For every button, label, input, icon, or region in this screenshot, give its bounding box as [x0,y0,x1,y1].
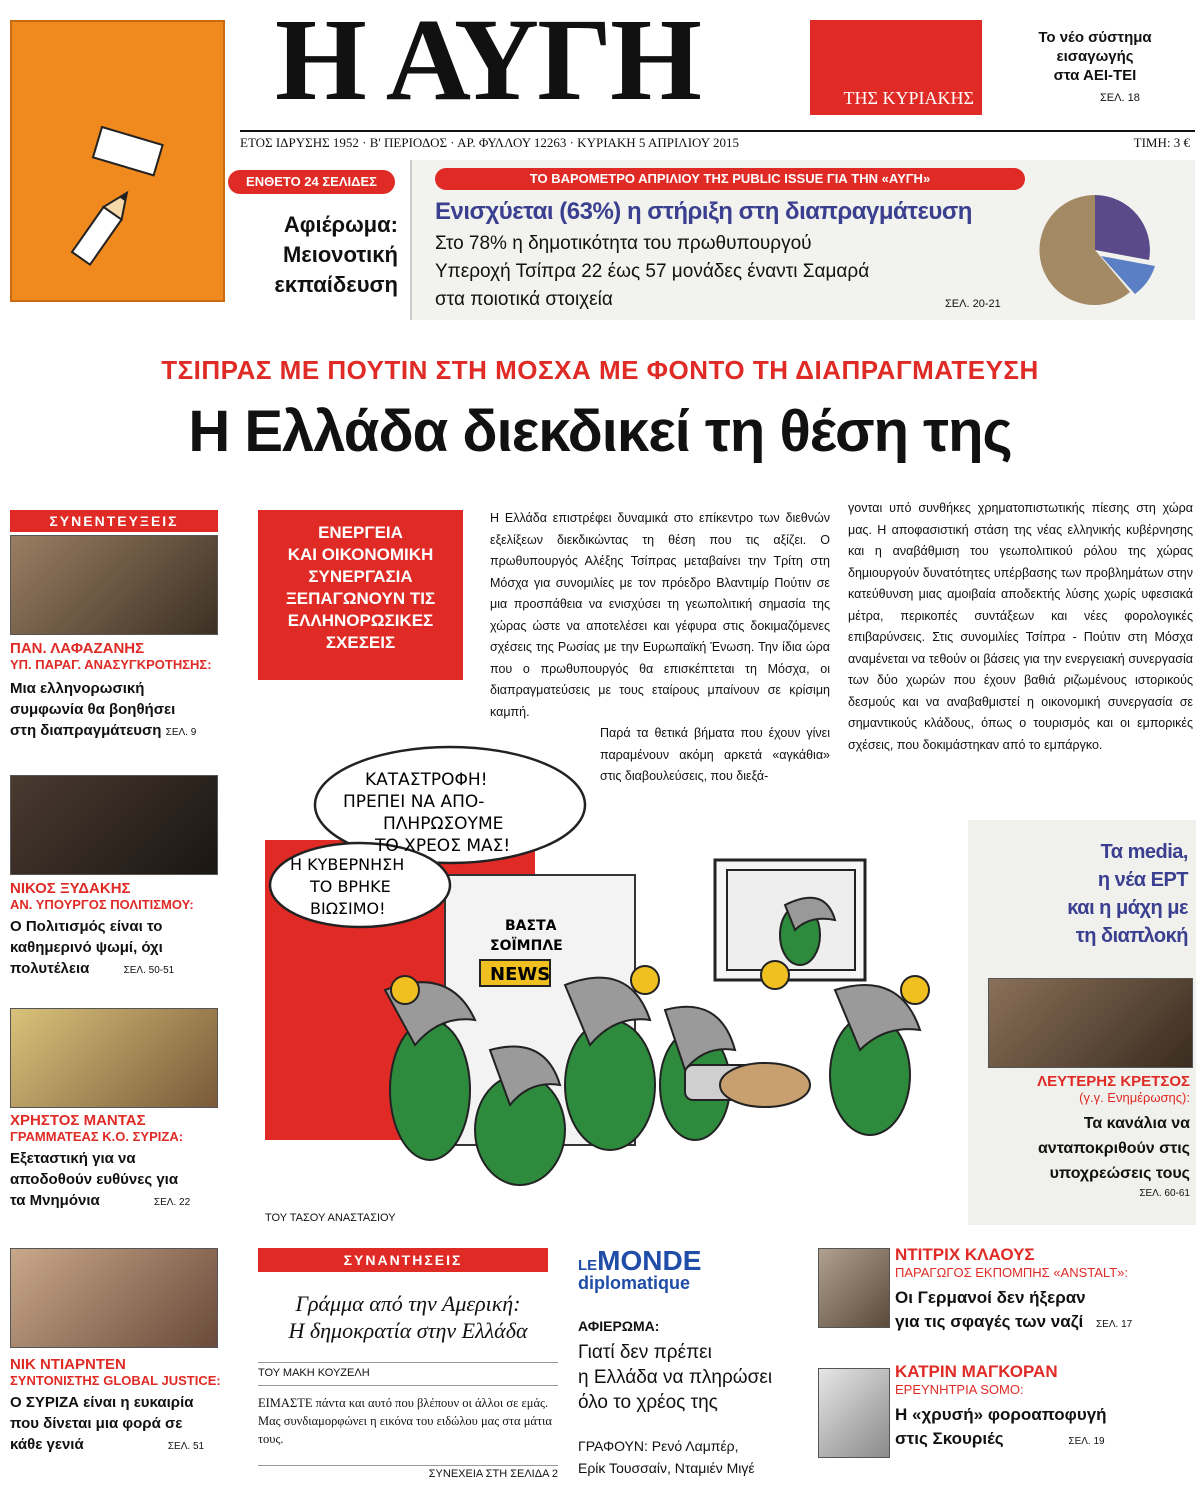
interviewee-role: ΥΠ. ΠΑΡΑΓ. ΑΝΑΣΥΓΚΡΟΤΗΣΗΣ: [10,657,212,672]
meetings-title[interactable]: Γράμμα από την Αμερική: Η δημοκρατία στην Ελλάδα [288,1291,528,1343]
promo-university-admissions[interactable]: Το νέο σύστημα εισαγωγής στα ΑΕΙ-ΤΕΙ [1038,29,1152,84]
interviewee-name: ΝΙΚ ΝΤΙΑΡΝΤΕΝ [10,1356,126,1373]
le-monde-dossier-title[interactable]: Γιατί δεν πρέπει η Ελλάδα να πληρώσει όλο το χρέος της [578,1342,773,1413]
interviewee-role: (γ.γ. Ενημέρωσης): [1079,1090,1190,1105]
portrait-photo [988,978,1193,1068]
lead-headline[interactable]: Η Ελλάδα διεκδικεί τη θέση της [188,399,1012,464]
portrait-photo [10,535,218,635]
bubble-text: ΒΙΩΣΙΜΟ! [310,899,386,918]
poll-subline-1: Στο 78% η δημοτικότητα του πρωθυπουργού [435,233,812,254]
sign-text: ΒΑΣΤΑ [505,918,557,934]
issue-info-line [240,130,1195,151]
page-ref: ΣΕΛ. 60-61 [1139,1188,1190,1199]
poll-pie-chart-icon [1035,190,1165,310]
portrait-photo [10,775,218,875]
interviewee-name: ΝΤΙΤΡΙΧ ΚΛΑΟΥΣ [895,1245,1035,1264]
interviewee-role: ΑΝ. ΥΠΟΥΡΓΟΣ ΠΟΛΙΤΙΣΜΟΥ: [10,897,194,912]
lead-kicker: ΤΣΙΠΡΑΣ ΜΕ ΠΟΥΤΙΝ ΣΤΗ ΜΟΣΧΑ ΜΕ ΦΟΝΤΟ ΤΗ ΔΙΑΠΡΑΓΜΑΤΕΥΣΗ [161,355,1039,385]
le-monde-diplomatique-logo[interactable]: LEMONDE diplomatique [578,1245,702,1293]
bubble-text: ΠΛΗΡΩΣΟΥΜΕ [383,814,504,834]
interviews-section-tag: ΣΥΝΕΝΤΕΥΞΕΙΣ [10,510,218,532]
bubble-text: ΤΟ ΒΡΗΚΕ [310,877,391,896]
editorial-cartoon[interactable] [265,745,965,1205]
interviewee-name: ΠΑΝ. ΛΑΦΑΖΑΝΗΣ [10,640,145,657]
price-label: ΤΙΜΗ: 3 € [1133,135,1190,150]
poll-subline-3: στα ποιοτικά στοιχεία [435,289,613,310]
insert-feature-title[interactable]: Αφιέρωμα: Μειονοτική εκπαίδευση [274,212,398,297]
sign-text: ΣΟΪΜΠΛΕ [490,938,563,954]
page-ref: ΣΕΛ. 22 [153,1197,191,1208]
page-ref: ΣΕΛ. 50-51 [123,965,175,976]
le-monde-authors: ΓΡΑΦΟΥΝ: Ρενό Λαμπέρ, Ερίκ Τουσσαίν, Νταμιέν Μιγέ [578,1438,755,1476]
lead-article-column-2: γονται υπό συνθήκες χρηματοπιστωτικής πίεσης στη χώρα μας. Η αποφασιστική στάση της νέας ελληνικής κυβέρνησης και η αναβάθμιση του γεωπολιτικού ρόλου της χώρας δημιουργούν δυνατότητες υπέρβασης των προβλημάτων στην κατεύθυνση μιας αμοιβαία αποδεκτής λύσης χωρίς υφεσιακά μέτρα, περικοπές συντάξεων και νέες φορολογικές επιβαρύνσεις. Στις συνομιλίες Τσίπρα - Πούτιν στη Μόσχα αναμένεται να τεθούν οι βάσεις για την ενεργειακή συνεργασία των δύο χωρών που έχουν βαθιά ριζωμένους ιστορικούς δεσμούς και να αναβαθμιστεί η οικονομική συνεργασία σε σημαντικούς κλάδους, όπως ο τουρισμός και οι εμπορικές σχέσεις, που δοκιμάστηκαν από το εμπάργκο. [848,501,1193,752]
masthead-subtitle: ΤΗΣ ΚΥΡΙΑΚΗΣ [843,88,974,108]
insert-pages-badge: ΕΝΘΕΤΟ 24 ΣΕΛΙΔΕΣ [228,170,395,194]
portrait-photo [10,1248,218,1348]
promo-page-ref: ΣΕΛ. 18 [1100,92,1140,104]
poll-subline-2: Υπεροχή Τσίπρα 22 έως 57 μονάδες έναντι Σαμαρά [435,261,870,282]
meetings-author: ΤΟΥ ΜΑΚΗ ΚΟΥΖΕΛΗ [258,1362,558,1379]
poll-headline[interactable]: Ενισχύεται (63%) η στήριξη στη διαπραγμάτευση [435,198,972,225]
interview-item[interactable]: ΧΡΗΣΤΟΣ ΜΑΝΤΑΣ ΓΡΑΜΜΑΤΕΑΣ Κ.Ο. ΣΥΡΙΖΑ: Εξεταστική για να αποδοθούν ευθύνες για τα Μνημόνια ΣΕΛ. 22 [10,1112,225,1213]
interviewee-name: ΚΑΤΡΙΝ ΜΑΓΚΟΡΑΝ [895,1362,1058,1381]
page-ref: ΣΕΛ. 19 [1068,1436,1105,1447]
lead-article-column-1: Η Ελλάδα επιστρέφει δυναμικά στο επίκεντρο των διεθνών εξελίξεων διεκδικώντας τη θέση που τις αξίζει. Ο πρωθυπουργός Αλέξης Τσίπρας μεταβαίνει την Τρίτη στη Μόσχα για συνομιλίες με τον πρόεδρο Βλαντιμίρ Πούτιν σε μια προσπάθεια να ενισχύσει τη γεωπολιτική σημασία της χώρας ώστε να αποτελέσει και γέφυρα στις δοκιμαζόμενες σχέσεις της Ρωσίας με την Ευρωπαϊκή Ένωση. Την ίδια ώρα που ο πρωθυπουργός θα επισκέπτεται τη Μόσχα, οι διαπραγματεύσεις με τους εταίρους μπαίνουν σε κρίσιμη καμπή. Παρά τα θετικά βήματα που έχουν γίνει παραμένουν ακόμη αρκετά «αγκάθια» στις διαβουλεύσεις, που διεξά- [490,511,830,783]
bubble-text: ΠΡΕΠΕΙ ΝΑ ΑΠΟ- [343,792,485,812]
interview-item[interactable]: ΝΙΚ ΝΤΙΑΡΝΤΕΝ ΣΥΝΤΟΝΙΣΤΗΣ GLOBAL JUSTICE: Ο ΣΥΡΙΖΑ είναι η ευκαιρία που δίνεται μια φορά σε κάθε γενιά ΣΕΛ. 51 [10,1356,225,1457]
bubble-text: ΤΟ ΧΡΕΟΣ ΜΑΣ! [375,836,511,856]
meetings-section-tag: ΣΥΝΑΝΤΗΣΕΙΣ [258,1248,548,1272]
bubble-text: ΚΑΤΑΣΤΡΟΦΗ! [365,770,488,790]
portrait-photo [10,1008,218,1108]
meetings-excerpt: ΕΙΜΑΣΤΕ πάντα και αυτό που βλέπουν οι άλλοι σε εμάς. Μας συνδιαμορφώνει η εικόνα του ειδώλου μας στα μάτια τους. [258,1385,558,1448]
interviewee-role: ΕΡΕΥΝΗΤΡΙΑ SOMO: [895,1382,1024,1397]
poll-page-ref: ΣΕΛ. 20-21 [945,298,1001,310]
media-feature-title[interactable]: Τα media, η νέα ΕΡΤ και η μάχη με τη διαπλοκή [1067,841,1188,947]
masthead-logo[interactable]: Η ΑΥΓΗ [275,0,700,125]
right-interview[interactable]: ΚΑΤΡΙΝ ΜΑΓΚΟΡΑΝ ΕΡΕΥΝΗΤΡΙΑ SOMO: Η «χρυσή» φοροαποφυγή στις Σκουριές ΣΕΛ. 19 [895,1362,1195,1454]
bubble-text: Η ΚΥΒΕΡΝΗΣΗ [290,855,405,874]
le-monde-dossier-label: ΑΦΙΕΡΩΜΑ: [578,1318,660,1334]
page-ref: ΣΕΛ. 9 [165,727,197,738]
right-interview[interactable]: ΝΤΙΤΡΙΧ ΚΛΑΟΥΣ ΠΑΡΑΓΩΓΟΣ ΕΚΠΟΜΠΗΣ «ANSTALT»: Οι Γερμανοί δεν ήξεραν για τις σφαγές των ναζί ΣΕΛ. 17 [895,1245,1195,1337]
meetings-continued-link[interactable]: ΣΥΝΕΧΕΙΑ ΣΤΗ ΣΕΛΙΔΑ 2 [258,1465,558,1480]
pencil-illustration-icon [12,22,227,304]
page-ref: ΣΕΛ. 17 [1096,1319,1133,1330]
poll-badge: ΤΟ ΒΑΡΟΜΕΤΡΟ ΑΠΡΙΛΙΟΥ ΤΗΣ PUBLIC ISSUE ΓΙΑ ΤΗΝ «ΑΥΓΗ» [435,168,1025,190]
interviewee-name: ΝΙΚΟΣ ΞΥΔΑΚΗΣ [10,880,131,897]
issue-details: ΕΤΟΣ ΙΔΡΥΣΗΣ 1952 · Β' ΠΕΡΙΟΔΟΣ · ΑΡ. ΦΥΛΛΟΥ 12263 · ΚΥΡΙΑΚΗ 5 ΑΠΡΙΛΙΟΥ 2015 [240,135,739,150]
interviewee-role: ΠΑΡΑΓΩΓΟΣ ΕΚΠΟΜΠΗΣ «ANSTALT»: [895,1265,1128,1280]
interviewee-name: ΧΡΗΣΤΟΣ ΜΑΝΤΑΣ [10,1112,146,1129]
interview-item[interactable]: ΝΙΚΟΣ ΞΥΔΑΚΗΣ ΑΝ. ΥΠΟΥΡΓΟΣ ΠΟΛΙΤΙΣΜΟΥ: Ο Πολιτισμός είναι το καθημερινό ψωμί, όχι πολυτέλεια ΣΕΛ. 50-51 [10,880,225,981]
sign-news-text: NEWS [490,964,551,985]
portrait-photo [818,1248,890,1328]
interviewee-role: ΓΡΑΜΜΑΤΕΑΣ Κ.Ο. ΣΥΡΙΖΑ: [10,1129,184,1144]
cartoon-credit: ΤΟΥ ΤΑΣΟΥ ΑΝΑΣΤΑΣΙΟΥ [265,1212,396,1224]
interviewee-name: ΛΕΥΤΕΡΗΣ ΚΡΕΤΣΟΣ [1037,1073,1190,1090]
energy-cooperation-box[interactable]: ΕΝΕΡΓΕΙΑ ΚΑΙ ΟΙΚΟΝΟΜΙΚΗ ΣΥΝΕΡΓΑΣΙΑ ΞΕΠΑΓΩΝΟΥΝ ΤΙΣ ΕΛΛΗΝΟΡΩΣΙΚΕΣ ΣΧΕΣΕΙΣ [258,510,463,680]
media-interview[interactable]: ΛΕΥΤΕΡΗΣ ΚΡΕΤΣΟΣ (γ.γ. Ενημέρωσης): Τα κανάλια να ανταποκριθούν στις υποχρεώσεις τους ΣΕΛ. 60-61 [975,1073,1190,1199]
interviewee-role: ΣΥΝΤΟΝΙΣΤΗΣ GLOBAL JUSTICE: [10,1373,221,1388]
portrait-photo [818,1368,890,1458]
page-ref: ΣΕΛ. 51 [167,1441,205,1452]
interview-item[interactable]: ΠΑΝ. ΛΑΦΑΖΑΝΗΣ ΥΠ. ΠΑΡΑΓ. ΑΝΑΣΥΓΚΡΟΤΗΣΗΣ: Μια ελληνορωσική συμφωνία θα βοηθήσει στη διαπραγμάτευση ΣΕΛ. 9 [10,640,225,743]
insert-cover-image[interactable] [10,20,225,302]
